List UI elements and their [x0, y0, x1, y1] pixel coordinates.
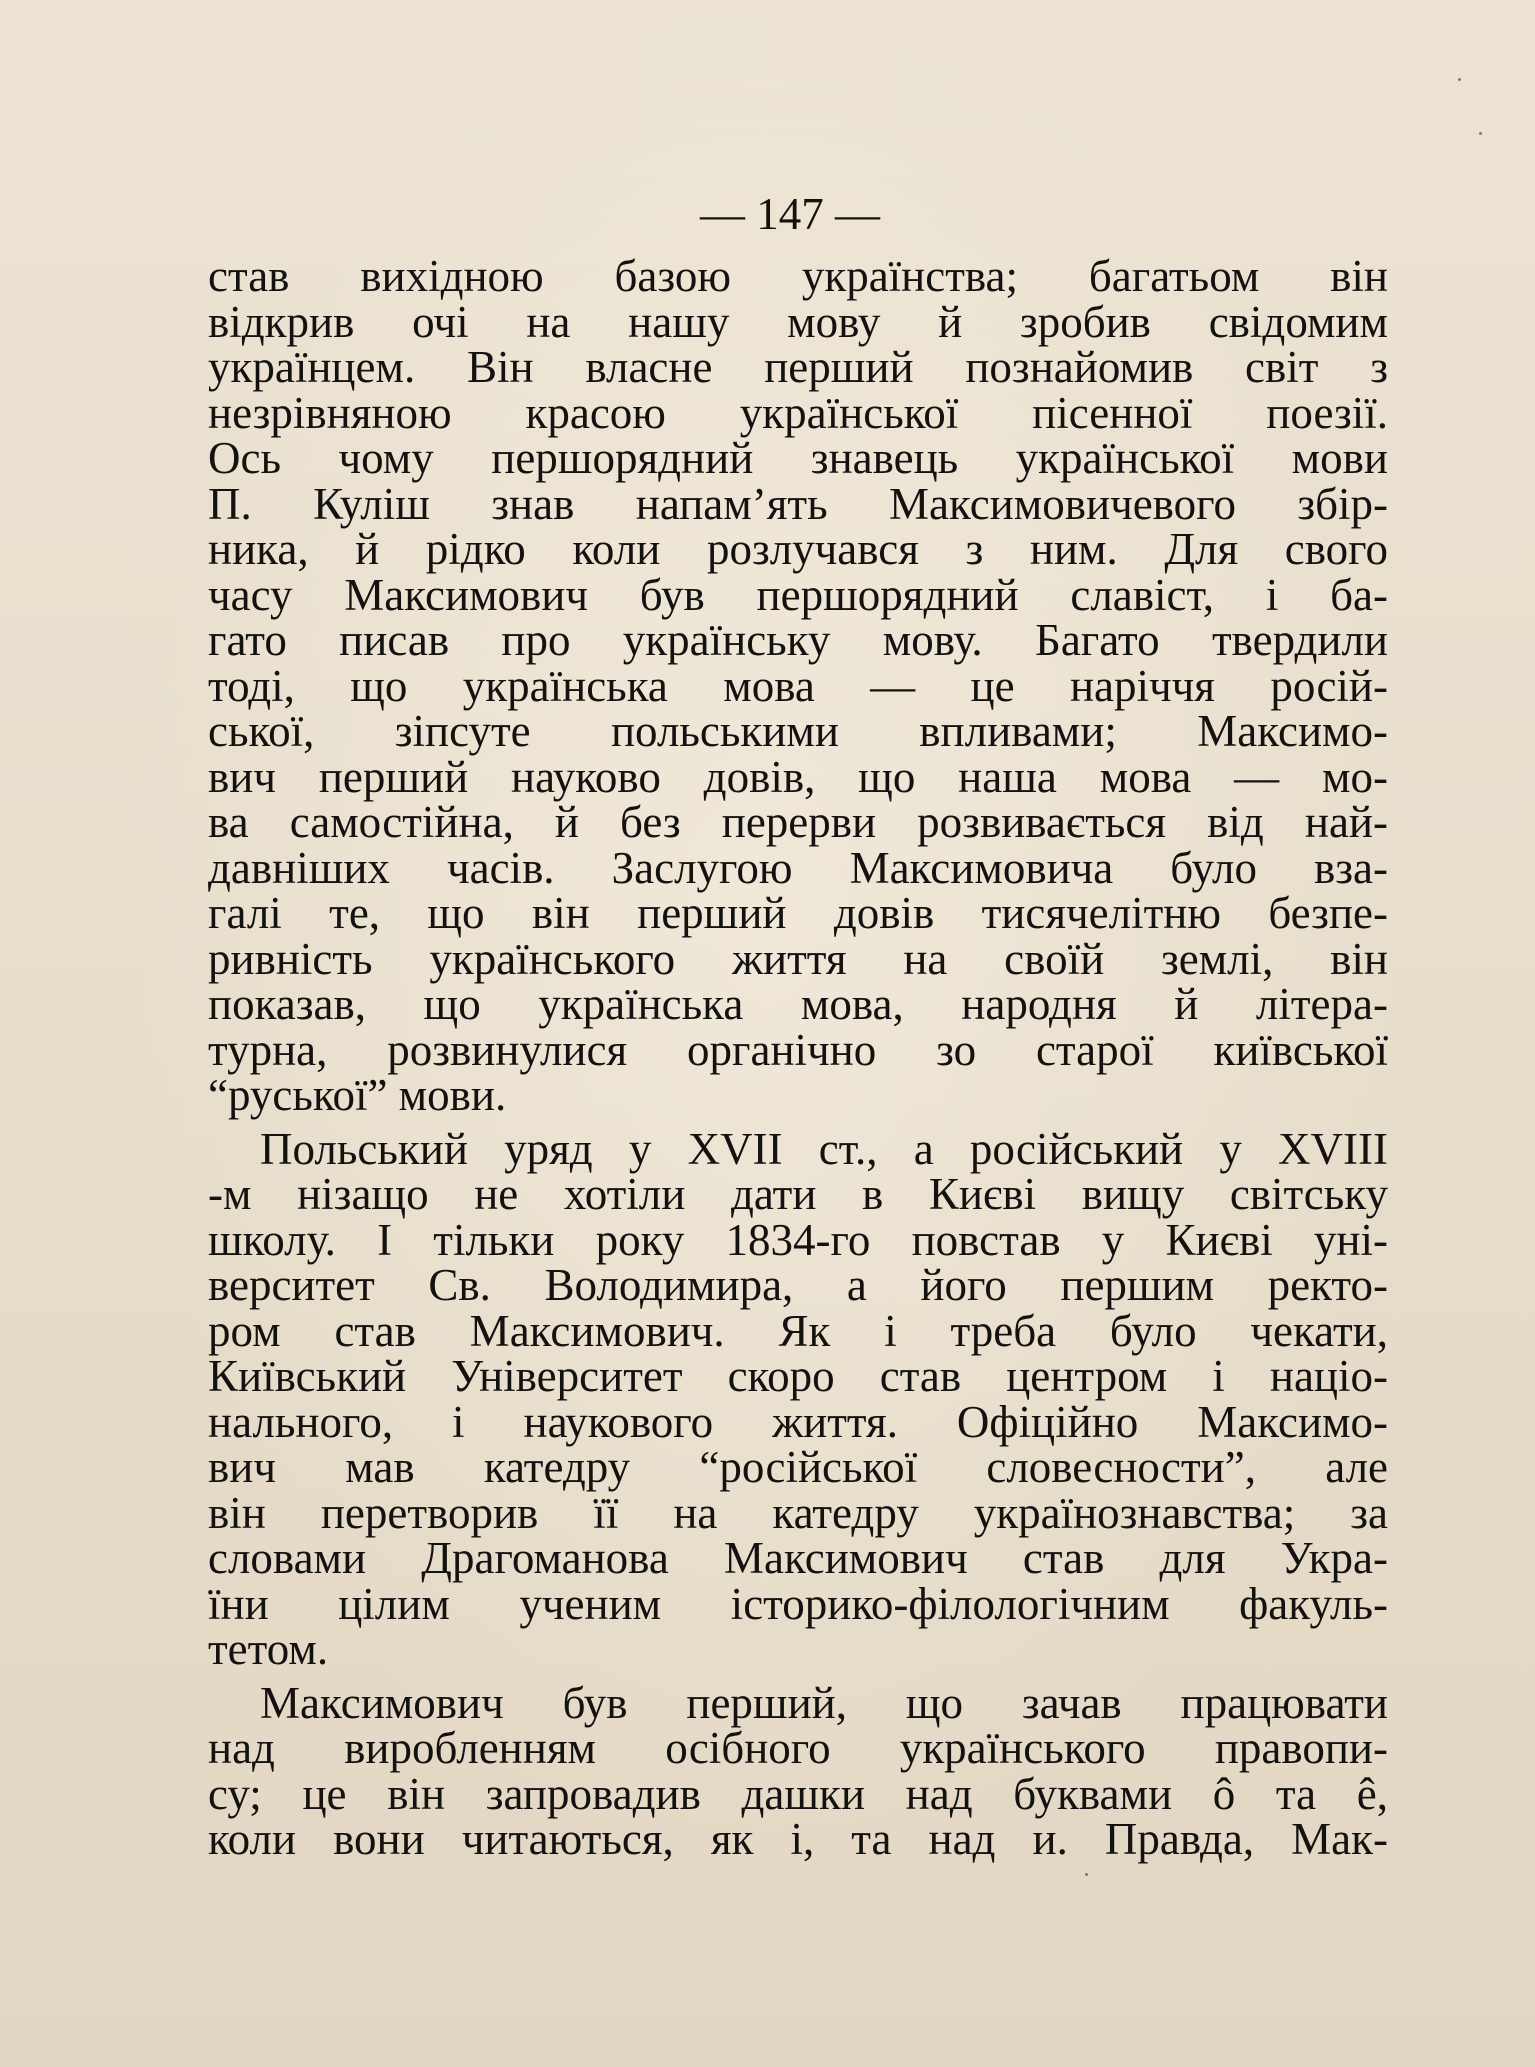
text-line: коли вони читаються, як і, та над и. Правда, Мак-: [208, 1814, 1388, 1864]
text-line: ника, й рідко коли розлучався з ним. Для свого: [208, 524, 1388, 574]
paragraph: [208, 251, 1388, 1120]
text-line: Максимович був перший, що зачав працювати: [260, 1677, 1388, 1728]
text-line: ської, зіпсуте польськими впливами; Максимо-: [208, 706, 1388, 756]
paragraph: [208, 1677, 1388, 1864]
text-line: нального, і наукового життя. Офіційно Максимо-: [208, 1396, 1388, 1447]
paper-speck: [1479, 132, 1482, 135]
text-line: Ось чому першорядний знавець української мови: [208, 433, 1388, 483]
text-line: тетом.: [208, 1624, 329, 1674]
text-line: ром став Максимович. Як і треба було чекати,: [208, 1305, 1388, 1356]
page-number: — 147 —: [700, 189, 880, 239]
text-line: тоді, що українська мова — це наріччя росій-: [208, 660, 1388, 711]
text-line: словами Драгоманова Максимович став для Укра-: [208, 1533, 1388, 1583]
text-line: часу Максимович був першорядний славіст, і ба-: [208, 569, 1388, 620]
text-line: незрівняною красою української пісенної поезії.: [208, 387, 1388, 438]
paper-speck: [1085, 1873, 1088, 1876]
text-line: Київський Університет скоро став центром і націо-: [208, 1351, 1388, 1401]
text-line: Польський уряд у XVII ст., а російський у XVIII: [260, 1123, 1388, 1174]
body-text: [208, 251, 1388, 1864]
text-line: відкрив очі на нашу мову й зробив свідомим: [208, 296, 1388, 347]
text-line: ривність українського життя на своїй землі, він: [208, 933, 1388, 984]
text-line: ва самостійна, й без перерви розвивається від най-: [208, 797, 1388, 847]
text-line: школу. І тільки року 1834-го повстав у Києві уні-: [208, 1214, 1388, 1265]
text-line: “руської” мови.: [208, 1070, 507, 1120]
text-line: -м нізащо не хотіли дати в Києві вищу світську: [208, 1169, 1388, 1219]
paragraph: [208, 1123, 1388, 1674]
text-line: вич мав катедру “російської словесности”, але: [208, 1442, 1388, 1492]
paper-speck: [1458, 78, 1461, 81]
text-line: давніших часів. Заслугою Максимовича було вза-: [208, 842, 1388, 893]
text-line: вич перший науково довів, що наша мова — мо-: [208, 751, 1388, 802]
text-line: су; це він запровадив дашки над буквами ô та ê,: [208, 1768, 1388, 1819]
text-line: українцем. Він власне перший познайомив світ з: [208, 342, 1388, 392]
text-line: став вихідною базою українства; багатьом він: [208, 251, 1388, 301]
text-line: турна, розвинулися органічно зо старої київської: [208, 1024, 1388, 1075]
text-line: їни цілим ученим історико-філологічним факуль-: [208, 1578, 1388, 1629]
text-line: галі те, що він перший довів тисячелітню безпе-: [208, 888, 1388, 938]
text-line: П. Куліш знав напам’ять Максимовичевого збір-: [208, 478, 1388, 529]
text-line: показав, що українська мова, народня й літера-: [208, 979, 1388, 1029]
text-line: він перетворив її на катедру українознавства; за: [208, 1487, 1388, 1538]
text-line: гато писав про українську мову. Багато твердили: [208, 615, 1388, 665]
text-line: над виробленням осібного українського правопи-: [208, 1723, 1388, 1773]
text-line: верситет Св. Володимира, а його першим ректо-: [208, 1260, 1388, 1310]
